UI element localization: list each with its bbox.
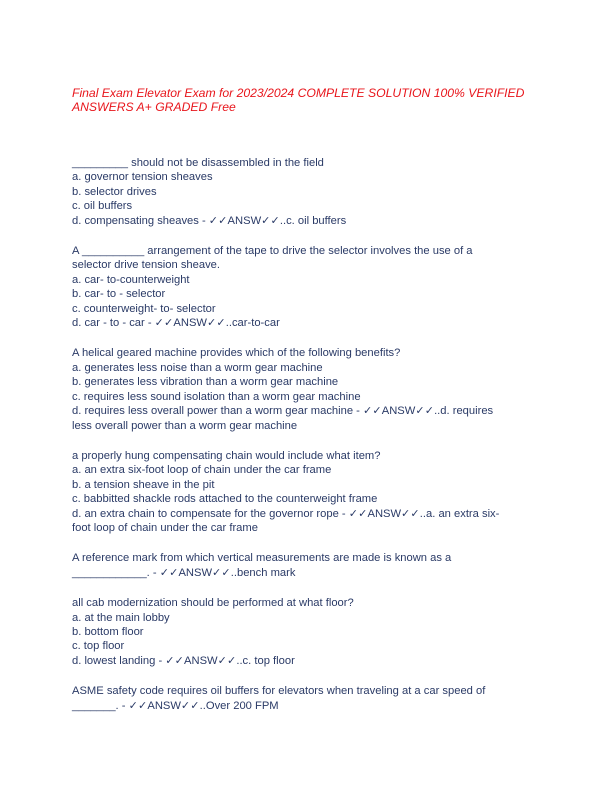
question-block xyxy=(72,684,542,713)
answer-line: d. lowest landing - ✓✓ANSW✓✓..c. top floor xyxy=(72,654,295,667)
title-line-1: Final Exam Elevator Exam for 2023/2024 COMPLETE SOLUTION 100% VERIFIED xyxy=(72,86,525,100)
answer-option: b. bottom floor xyxy=(72,625,144,638)
answer-option: a. car- to-counterweight xyxy=(72,273,190,286)
question-stem: A reference mark from which vertical measurements are made is known as a xyxy=(72,552,452,565)
question-stem: a properly hung compensating chain would include what item? xyxy=(72,449,381,462)
answer-option: b. car- to - selector xyxy=(72,288,166,301)
question-block xyxy=(72,449,542,535)
answer-option: b. generates less vibration than a worm gear machine xyxy=(72,376,339,389)
question-stem: ASME safety code requires oil buffers for elevators when traveling at a car speed of xyxy=(72,685,486,698)
question-block xyxy=(72,596,542,668)
question-block xyxy=(72,244,542,330)
question-block xyxy=(72,346,542,432)
answer-line: d. car - to - car - ✓✓ANSW✓✓..car-to-car xyxy=(72,317,280,330)
answer-option: b. selector drives xyxy=(72,185,157,198)
question-list xyxy=(72,156,542,729)
answer-line: d. requires less overall power than a worm gear machine - ✓✓ANSW✓✓..d. requires xyxy=(72,405,494,418)
answer-line: foot loop of chain under the car frame xyxy=(72,521,258,534)
question-stem: _________ should not be disassembled in the field xyxy=(72,157,324,169)
answer-option: a. governor tension sheaves xyxy=(72,171,213,184)
answer-line: _______. - ✓✓ANSW✓✓..Over 200 FPM xyxy=(72,699,279,712)
answer-option: c. counterweight- to- selector xyxy=(72,302,216,315)
question-stem: A helical geared machine provides which of the following benefits? xyxy=(72,347,401,360)
answer-option: c. babbitted shackle rods attached to the counterweight frame xyxy=(72,493,378,506)
question-stem: all cab modernization should be performed at what floor? xyxy=(72,597,354,610)
answer-option: c. top floor xyxy=(72,640,125,653)
answer-option: c. oil buffers xyxy=(72,200,133,213)
question-block xyxy=(72,156,542,228)
title-line-2: ANSWERS A+ GRADED Free xyxy=(72,100,236,114)
answer-option: c. requires less sound isolation than a worm gear machine xyxy=(72,390,361,403)
document-title xyxy=(72,86,542,114)
question-stem: A __________ arrangement of the tape to drive the selector involves the use of a xyxy=(72,245,473,258)
answer-line: ____________. - ✓✓ANSW✓✓..bench mark xyxy=(72,566,296,579)
answer-option: a. an extra six-foot loop of chain under the car frame xyxy=(72,464,332,477)
answer-option: a. at the main lobby xyxy=(72,611,170,624)
question-block xyxy=(72,551,542,580)
answer-line: d. an extra chain to compensate for the governor rope - ✓✓ANSW✓✓..a. an extra six- xyxy=(72,507,500,520)
question-stem: selector drive tension sheave. xyxy=(72,259,221,272)
answer-option: b. a tension sheave in the pit xyxy=(72,478,215,491)
answer-line: less overall power than a worm gear machine xyxy=(72,419,298,432)
answer-line: d. compensating sheaves - ✓✓ANSW✓✓..c. oil buffers xyxy=(72,214,347,227)
answer-option: a. generates less noise than a worm gear machine xyxy=(72,361,323,374)
